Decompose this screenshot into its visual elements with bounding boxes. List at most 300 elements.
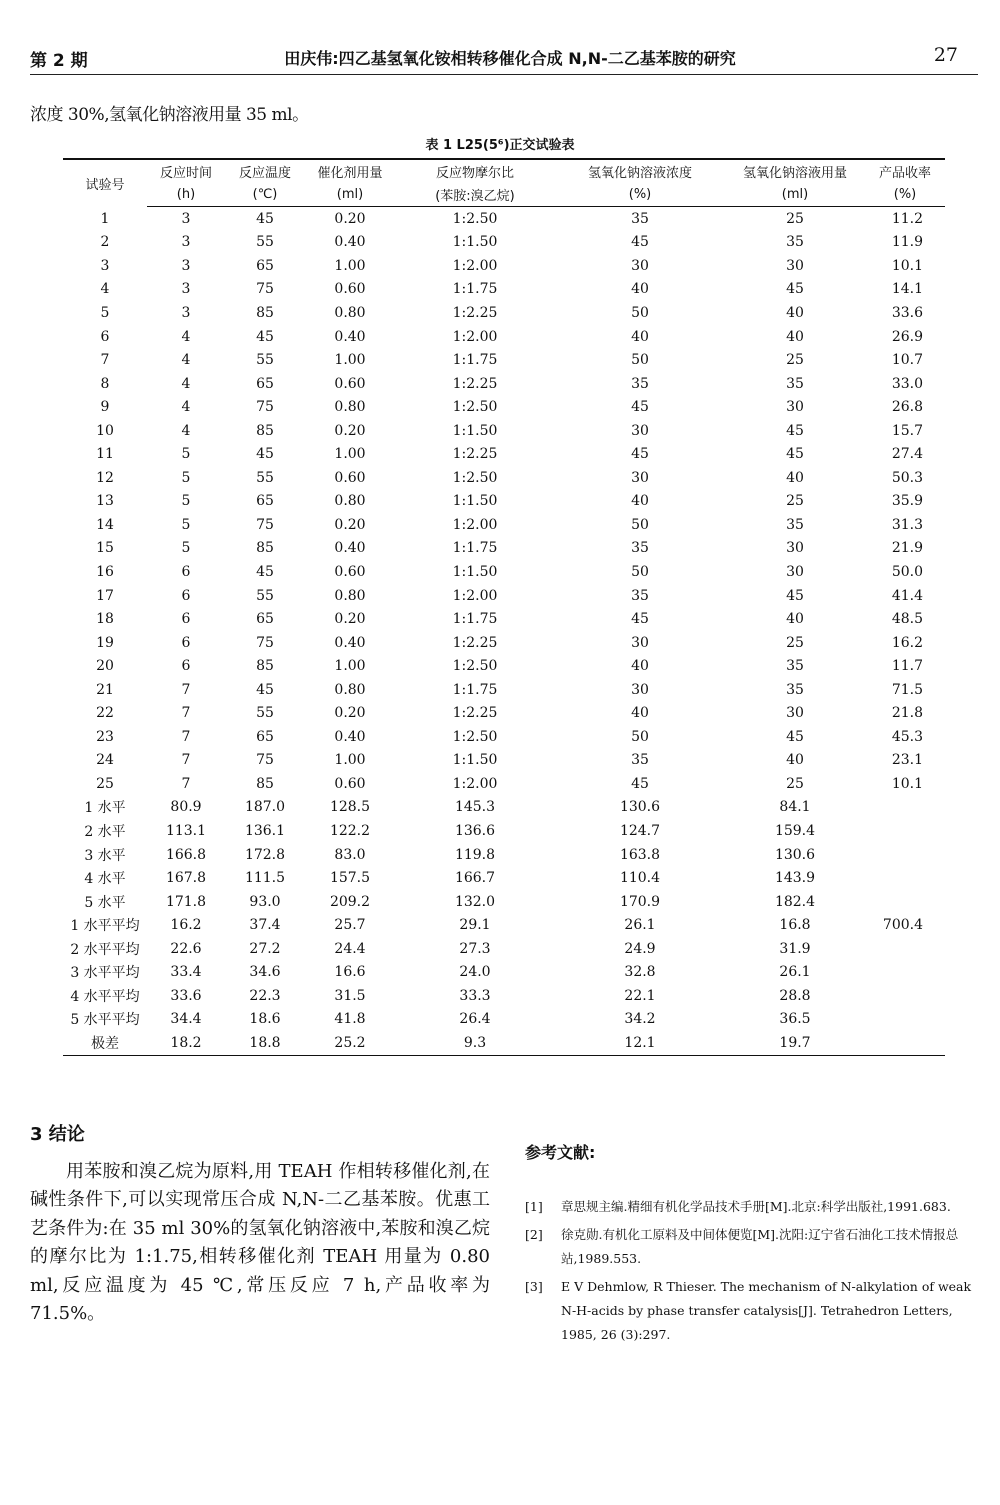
table-cell: 83.0 <box>334 846 366 863</box>
table-cell: 5 <box>181 446 191 463</box>
table-cell: 35 <box>786 375 804 392</box>
table-cell: 171.8 <box>165 893 207 910</box>
table-cell: 40 <box>631 705 649 722</box>
table-cell: 40 <box>631 658 649 675</box>
table-cell: 6 <box>181 611 191 628</box>
table-cell: 26.8 <box>891 399 923 416</box>
table-row <box>63 442 945 466</box>
table-cell: 65 <box>256 257 274 274</box>
table-cell: 55 <box>256 234 274 251</box>
section-heading-conclusion: 3 结论 <box>30 1124 85 1145</box>
table-cell: 35 <box>786 516 804 533</box>
header-catalyst: 催化剂用量 <box>317 166 383 181</box>
table-row <box>63 654 945 678</box>
table-cell: 4 <box>181 399 191 416</box>
table-row <box>63 207 945 231</box>
table-cell: 35 <box>631 540 649 557</box>
table-row <box>63 913 945 937</box>
table-cell: 84.1 <box>779 799 811 816</box>
table-cell: 4 <box>181 422 191 439</box>
table-cell: 1:2.25 <box>452 304 498 321</box>
table-cell: 1:2.25 <box>452 375 498 392</box>
table-cell: 6 <box>181 563 191 580</box>
table-cell: 7 <box>181 728 191 745</box>
table-cell: 45 <box>631 775 649 792</box>
table-cell: 10 <box>96 422 114 439</box>
table-row <box>63 584 945 608</box>
table-cell: 30 <box>631 422 649 439</box>
table-cell <box>865 890 945 914</box>
table-cell: 132.0 <box>454 893 496 910</box>
table-cell: 19.7 <box>779 1034 811 1051</box>
table-body <box>63 207 945 1056</box>
table-cell: 50 <box>631 563 649 580</box>
table-cell: 4 <box>100 281 110 298</box>
header-catalyst-unit: (ml) <box>305 183 395 207</box>
table-cell: 0.40 <box>334 728 366 745</box>
table-row <box>63 513 945 537</box>
table-cell: 31.5 <box>334 987 366 1004</box>
table-cell: 2 水平 <box>84 823 126 840</box>
header-molar-ratio: 反应物摩尔比 <box>435 166 514 181</box>
table-cell: 75 <box>256 634 274 651</box>
table-cell: 30 <box>631 257 649 274</box>
table-cell: 163.8 <box>619 846 661 863</box>
table-cell: 0.40 <box>334 540 366 557</box>
table-cell: 0.80 <box>334 399 366 416</box>
table-cell: 4 <box>181 375 191 392</box>
table-cell: 1:2.00 <box>452 328 498 345</box>
table-row <box>63 372 945 396</box>
table-cell: 85 <box>256 658 274 675</box>
table-cell: 9.3 <box>463 1034 487 1051</box>
table-row <box>63 348 945 372</box>
header-time: 反应时间 <box>159 166 212 181</box>
table-cell: 30 <box>786 705 804 722</box>
table-cell: 5 水平平均 <box>70 1012 140 1029</box>
table-cell: 2 水平平均 <box>70 941 140 958</box>
table-cell: 28.8 <box>779 987 811 1004</box>
table-cell: 50.0 <box>891 563 923 580</box>
table-cell: 37.4 <box>249 917 281 934</box>
reference-list <box>525 1195 980 1351</box>
table-cell <box>865 984 945 1008</box>
header-naoh-concentration-unit: (%) <box>555 183 725 207</box>
table-cell: 20 <box>96 658 114 675</box>
table-cell: 130.6 <box>619 799 661 816</box>
table-cell: 0.20 <box>334 611 366 628</box>
table-cell: 1:2.50 <box>452 469 498 486</box>
table-cell: 136.1 <box>244 822 286 839</box>
table-cell: 111.5 <box>244 870 286 887</box>
table-cell <box>865 866 945 890</box>
table-cell: 7 <box>181 752 191 769</box>
table-cell: 36.5 <box>779 1011 811 1028</box>
table-cell: 1:2.50 <box>452 658 498 675</box>
table-cell: 0.60 <box>334 469 366 486</box>
table-cell: 35.9 <box>891 493 923 510</box>
table-cell: 2 <box>100 234 110 251</box>
table-cell: 75 <box>256 399 274 416</box>
conclusion-paragraph: 用苯胺和溴乙烷为原料,用 TEAH 作相转移催化剂,在碱性条件下,可以实现常压合成 N,N-二乙基苯胺。优惠工艺条件为:在 35 ml 30%的氢氧化钠溶液中,苯胺和溴乙烷的摩尔比为 1:1.75,相转移催化剂 TEAH 用量为 0.80 ml,反应温度为 45 ℃,常压反应 7 h,产品收率为 71.5%。 <box>30 1161 490 1325</box>
table-row <box>63 937 945 961</box>
table-caption: 表 1 L25(5⁶)正交试验表 <box>425 138 575 153</box>
table-cell: 29.1 <box>459 917 491 934</box>
table-cell <box>865 961 945 985</box>
table-cell: 18.6 <box>249 1011 281 1028</box>
table-cell: 45 <box>786 281 804 298</box>
table-row <box>63 607 945 631</box>
running-title: 田庆伟:四乙基氢氧化铵相转移催化合成 N,N-二乙基苯胺的研究 <box>284 49 736 68</box>
table-cell: 1 水平平均 <box>70 918 140 935</box>
table-cell: 65 <box>256 375 274 392</box>
table-cell: 45 <box>256 446 274 463</box>
table-cell: 110.4 <box>619 870 661 887</box>
table-cell: 1:1.50 <box>452 422 498 439</box>
table-cell: 1.00 <box>334 658 366 675</box>
header-temp-unit: (℃) <box>225 183 305 207</box>
table-cell: 35 <box>631 210 649 227</box>
table-cell: 21.9 <box>891 540 923 557</box>
table-cell: 45 <box>786 587 804 604</box>
table-cell: 25.7 <box>334 917 366 934</box>
table-cell: 93.0 <box>249 893 281 910</box>
issue-number: 第 2 期 <box>30 51 88 71</box>
table-cell: 21 <box>96 681 114 698</box>
table-cell: 15 <box>96 540 114 557</box>
header-naoh-volume-unit: (ml) <box>725 183 865 207</box>
table-cell: 7 <box>100 352 110 369</box>
table-cell: 0.80 <box>334 587 366 604</box>
table-cell: 166.7 <box>454 870 496 887</box>
table-cell: 1:1.50 <box>452 493 498 510</box>
table-row <box>63 490 945 514</box>
table-cell: 6 <box>100 328 110 345</box>
table-cell: 35 <box>631 752 649 769</box>
table-row <box>63 301 945 325</box>
table-cell <box>865 1031 945 1055</box>
table-cell: 1:2.00 <box>452 775 498 792</box>
reference-item <box>525 1275 980 1347</box>
table-cell: 1:2.50 <box>452 728 498 745</box>
reference-text: 徐克勋.有机化工原料及中间体便览[M].沈阳:辽宁省石油化工技术情报总站,1989.553. <box>561 1227 959 1266</box>
table-cell: 12 <box>96 469 114 486</box>
table-cell: 1:2.25 <box>452 634 498 651</box>
table-cell: 170.9 <box>619 893 661 910</box>
table-row <box>63 325 945 349</box>
table-cell: 1:1.75 <box>452 611 498 628</box>
table-cell: 3 水平 <box>84 847 126 864</box>
table-cell: 16.8 <box>779 917 811 934</box>
table-cell: 24.4 <box>334 940 366 957</box>
table-cell: 34.2 <box>624 1011 656 1028</box>
table-cell: 75 <box>256 516 274 533</box>
table-cell: 32.8 <box>624 964 656 981</box>
header-molar-ratio-unit: (苯胺:溴乙烷) <box>395 183 555 207</box>
table-cell: 25 <box>96 775 114 792</box>
table-cell: 1 水平 <box>84 800 126 817</box>
table-cell: 3 <box>100 257 110 274</box>
table-row <box>63 560 945 584</box>
table-cell: 7 <box>181 705 191 722</box>
table-cell: 18.8 <box>249 1034 281 1051</box>
table-cell: 209.2 <box>329 893 371 910</box>
table-cell: 700.4 <box>882 917 923 934</box>
header-trial: 试验号 <box>85 177 125 193</box>
table-cell: 35 <box>631 375 649 392</box>
table-row <box>63 537 945 561</box>
table-cell: 27.2 <box>249 940 281 957</box>
table-cell: 35 <box>786 658 804 675</box>
reference-text: E V Dehmlow, R Thieser. The mechanism of N-alkylation of weak N-H-acids by phase transfer catalysis[J]. Tetrahedron Letters, 1985, 26 (3):297. <box>561 1279 972 1342</box>
table-cell: 12.1 <box>624 1034 656 1051</box>
reference-text: 章思规主编.精细有机化学品技术手册[M].北京:科学出版社,1991.683. <box>561 1199 951 1214</box>
table-cell: 4 水平平均 <box>70 988 140 1005</box>
table-cell: 30 <box>786 257 804 274</box>
table-cell: 30 <box>631 681 649 698</box>
table-cell: 16.2 <box>891 634 923 651</box>
table-cell: 157.5 <box>329 870 371 887</box>
table-cell: 65 <box>256 611 274 628</box>
table-cell: 10.1 <box>891 257 923 274</box>
table-cell: 45 <box>786 728 804 745</box>
table-cell: 33.3 <box>459 987 491 1004</box>
table-cell: 0.20 <box>334 422 366 439</box>
table-cell: 33.0 <box>891 375 923 392</box>
table-cell: 18 <box>96 611 114 628</box>
table-cell: 0.20 <box>334 516 366 533</box>
table-cell: 40 <box>786 304 804 321</box>
table-cell: 80.9 <box>170 799 202 816</box>
table-cell: 14.1 <box>891 281 923 298</box>
table-cell: 3 水平平均 <box>70 965 140 982</box>
table-cell: 187.0 <box>244 799 286 816</box>
table-row <box>63 1008 945 1032</box>
table-cell: 41.4 <box>891 587 923 604</box>
table-cell: 30 <box>786 563 804 580</box>
table-cell: 1:2.00 <box>452 587 498 604</box>
page-number: 27 <box>933 44 958 66</box>
table-cell: 6 <box>181 634 191 651</box>
table-cell: 124.7 <box>619 822 661 839</box>
table-cell: 13 <box>96 493 114 510</box>
table-cell: 45 <box>786 422 804 439</box>
table-row <box>63 984 945 1008</box>
table-cell: 22 <box>96 705 114 722</box>
table-cell: 130.6 <box>774 846 816 863</box>
table-cell <box>865 937 945 961</box>
table-row <box>63 278 945 302</box>
table-cell: 71.5 <box>891 681 923 698</box>
table-cell: 31.3 <box>891 516 923 533</box>
table-cell: 40 <box>786 469 804 486</box>
table-cell: 1:1.75 <box>452 352 498 369</box>
table-cell: 1:1.75 <box>452 540 498 557</box>
table-cell: 5 <box>181 540 191 557</box>
table-cell: 65 <box>256 728 274 745</box>
table-cell: 75 <box>256 752 274 769</box>
table-cell <box>865 843 945 867</box>
table-cell: 11 <box>96 446 114 463</box>
table-cell: 55 <box>256 705 274 722</box>
table-cell: 45 <box>786 446 804 463</box>
table-row <box>63 749 945 773</box>
table-row <box>63 890 945 914</box>
table-cell: 1:1.50 <box>452 234 498 251</box>
reference-number: [2] <box>525 1227 543 1242</box>
table-cell: 11.9 <box>891 234 923 251</box>
table-cell: 25 <box>786 210 804 227</box>
table-cell: 65 <box>256 493 274 510</box>
header-time-unit: (h) <box>147 183 225 207</box>
table-row <box>63 725 945 749</box>
table-cell: 30 <box>631 634 649 651</box>
table-cell: 45.3 <box>891 728 923 745</box>
table-cell: 45 <box>631 446 649 463</box>
table-cell: 34.4 <box>170 1011 202 1028</box>
table-cell: 55 <box>256 352 274 369</box>
table-cell: 30 <box>786 540 804 557</box>
references-heading: 参考文献: <box>525 1143 596 1162</box>
table-cell: 11.2 <box>891 210 923 227</box>
table-cell: 0.60 <box>334 563 366 580</box>
table-cell: 22.6 <box>170 940 202 957</box>
table-cell: 14 <box>96 516 114 533</box>
reference-number: [1] <box>525 1199 543 1214</box>
table-cell: 7 <box>181 775 191 792</box>
table-cell: 16 <box>96 563 114 580</box>
table-cell: 1:2.25 <box>452 446 498 463</box>
table-cell: 25 <box>786 352 804 369</box>
table-cell: 45 <box>256 210 274 227</box>
table-cell: 1.00 <box>334 446 366 463</box>
table-cell: 8 <box>100 375 110 392</box>
table-cell: 40 <box>786 328 804 345</box>
table-cell: 10.1 <box>891 775 923 792</box>
table-cell: 1.00 <box>334 257 366 274</box>
table-cell: 3 <box>181 304 191 321</box>
table-cell: 4 <box>181 328 191 345</box>
table-cell: 4 <box>181 352 191 369</box>
table-cell: 7 <box>181 681 191 698</box>
table-cell: 5 <box>181 469 191 486</box>
table-cell: 0.40 <box>334 634 366 651</box>
table-cell: 48.5 <box>891 611 923 628</box>
table-row <box>63 772 945 796</box>
table-cell: 172.8 <box>244 846 286 863</box>
header-naoh-concentration: 氢氧化钠溶液浓度 <box>587 166 692 181</box>
table-cell: 0.80 <box>334 493 366 510</box>
table-cell: 23 <box>96 728 114 745</box>
continuation-text: 浓度 30%,氢氧化钠溶液用量 35 ml。 <box>30 105 309 125</box>
table-cell: 159.4 <box>774 822 816 839</box>
table-cell: 167.8 <box>165 870 207 887</box>
header-yield-unit: (%) <box>865 183 945 207</box>
table-cell: 45 <box>256 563 274 580</box>
table-cell: 0.40 <box>334 328 366 345</box>
table-row <box>63 701 945 725</box>
table-cell: 40 <box>631 281 649 298</box>
table-cell <box>865 1008 945 1032</box>
table-cell: 0.60 <box>334 775 366 792</box>
table-cell: 1.00 <box>334 352 366 369</box>
table-cell: 143.9 <box>774 870 816 887</box>
table-cell: 85 <box>256 775 274 792</box>
table-row <box>63 231 945 255</box>
table-cell <box>865 819 945 843</box>
table-cell: 18.2 <box>170 1034 202 1051</box>
table-cell: 11.7 <box>891 658 923 675</box>
reference-number: [3] <box>525 1279 543 1294</box>
table-cell: 27.3 <box>459 940 491 957</box>
table-cell: 0.80 <box>334 304 366 321</box>
table-cell: 85 <box>256 422 274 439</box>
table-cell: 45 <box>631 399 649 416</box>
table-cell: 25 <box>786 634 804 651</box>
table-cell: 30 <box>631 469 649 486</box>
table-cell: 0.80 <box>334 681 366 698</box>
table-cell: 33.6 <box>170 987 202 1004</box>
table-cell: 35 <box>631 587 649 604</box>
table-cell: 41.8 <box>334 1011 366 1028</box>
table-cell: 17 <box>96 587 114 604</box>
table-cell: 26.4 <box>459 1011 491 1028</box>
table-cell: 23.1 <box>891 752 923 769</box>
table-cell: 25 <box>786 775 804 792</box>
table-cell: 45 <box>256 681 274 698</box>
table-cell: 33.6 <box>891 304 923 321</box>
table-cell: 10.7 <box>891 352 923 369</box>
table-cell: 1:1.50 <box>452 563 498 580</box>
table-cell: 40 <box>786 611 804 628</box>
table-cell: 1:2.50 <box>452 399 498 416</box>
table-cell: 3 <box>181 234 191 251</box>
table-cell: 6 <box>181 587 191 604</box>
table-cell: 0.20 <box>334 210 366 227</box>
table-cell: 3 <box>181 210 191 227</box>
table-cell: 1:2.25 <box>452 705 498 722</box>
table-row <box>63 961 945 985</box>
table-cell: 40 <box>631 328 649 345</box>
reference-item <box>525 1195 980 1219</box>
table-cell: 40 <box>631 493 649 510</box>
table-cell: 136.6 <box>454 822 496 839</box>
table-cell: 24 <box>96 752 114 769</box>
table-cell: 50.3 <box>891 469 923 486</box>
header-temp: 反应温度 <box>238 166 291 181</box>
table-cell: 25 <box>786 493 804 510</box>
table-cell: 5 <box>181 516 191 533</box>
table-cell: 50 <box>631 304 649 321</box>
table-cell: 35 <box>786 681 804 698</box>
table-cell: 0.60 <box>334 375 366 392</box>
table-cell: 1:1.75 <box>452 281 498 298</box>
table-cell: 9 <box>100 399 110 416</box>
table-cell: 122.2 <box>329 822 371 839</box>
table-row <box>63 819 945 843</box>
table-cell: 27.4 <box>891 446 923 463</box>
header-yield: 产品收率 <box>878 166 931 181</box>
table-cell: 15.7 <box>891 422 923 439</box>
table-cell: 166.8 <box>165 846 207 863</box>
table-cell: 极差 <box>91 1035 119 1052</box>
table-cell: 50 <box>631 352 649 369</box>
table-cell: 33.4 <box>170 964 202 981</box>
table-cell: 55 <box>256 587 274 604</box>
table-row <box>63 419 945 443</box>
table-cell: 1:1.75 <box>452 681 498 698</box>
table-cell: 21.8 <box>891 705 923 722</box>
